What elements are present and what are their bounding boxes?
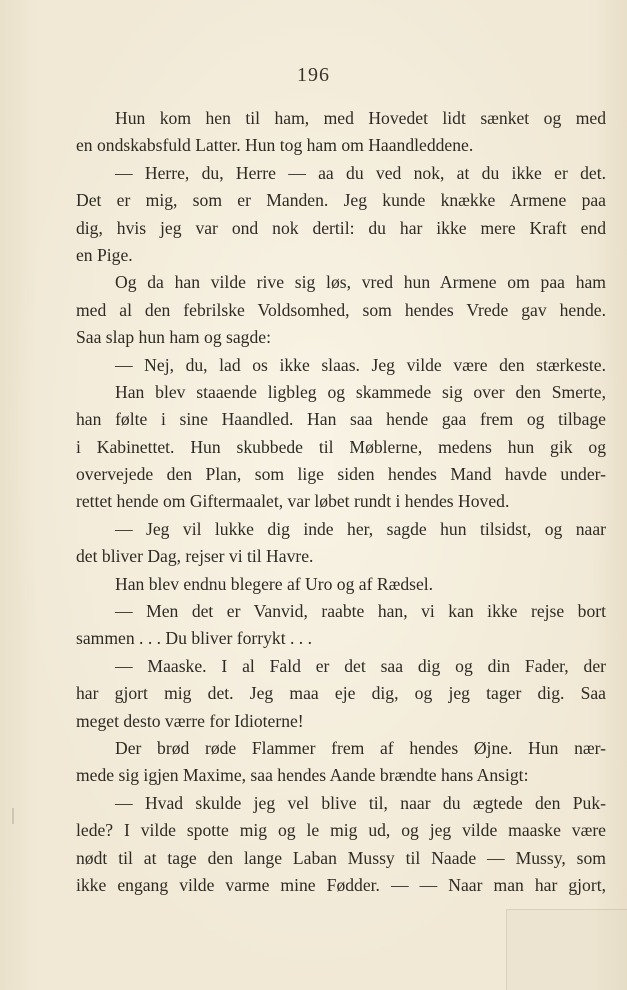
text-line: dig, hvis jeg var ond nok dertil: du har ikke mere Kraft end [76,217,606,238]
text-line: Der brød røde Flammer frem af hendes Øjne. Hun nær- [115,737,606,758]
text-line: han følte i sine Haandled. Han saa hende gaa frem og tilbage [76,409,606,430]
page-number: 196 [297,64,330,86]
text-line: lede? I vilde spotte mig og le mig ud, og jeg vilde maaske være [76,820,606,841]
text-line: i Kabinettet. Hun skubbede til Møblerne, medens hun gik og [76,436,606,457]
text-line: Det er mig, som er Manden. Jeg kunde knække Armene paa [76,190,606,211]
text-line: Saa slap hun ham og sagde: [76,327,271,348]
text-line: meget desto værre for Idioterne! [76,710,304,731]
text-line: med al den febrilske Voldsomhed, som hendes Vrede gav hende. [76,299,606,320]
text-line: overvejede den Plan, som lige siden hendes Mand havde under- [76,464,606,485]
text-body [76,105,606,899]
text-line: har gjort mig det. Jeg maa eje dig, og jeg tager dig. Saa [76,683,606,704]
text-line: — Hvad skulde jeg vel blive til, naar du ægtede den Puk- [115,792,606,813]
text-line: — Maaske. I al Fald er det saa dig og din Fader, der [115,655,606,676]
text-line: mede sig igjen Maxime, saa hendes Aande brændte hans Ansigt: [76,765,529,786]
text-line: sammen . . . Du bliver forrykt . . . [76,628,313,649]
page-corner-shade [506,909,627,990]
text-line: en Pige. [76,244,133,265]
text-line: Han blev endnu blegere af Uro og af Rædsel. [115,573,434,594]
text-line: det bliver Dag, rejser vi til Havre. [76,546,314,567]
margin-mark [12,808,14,824]
text-line: en ondskabsfuld Latter. Hun tog ham om Haandleddene. [76,135,474,156]
text-line: Hun kom hen til ham, med Hovedet lidt sænket og med [115,108,606,128]
text-line: Han blev staaende ligbleg og skammede sig over den Smerte, [115,381,606,402]
text-line: Og da han vilde rive sig løs, vred hun Armene om paa ham [115,272,606,293]
text-line: — Herre, du, Herre — aa du ved nok, at du ikke er det. [115,162,606,183]
text-line: nødt til at tage den lange Laban Mussy til Naade — Mussy, som [76,847,606,868]
text-line: rettet hende om Giftermaalet, var løbet rundt i hendes Hoved. [76,491,510,512]
text-line: — Men det er Vanvid, raabte han, vi kan ikke rejse bort [115,601,606,622]
text-line: — Nej, du, lad os ikke slaas. Jeg vilde være den stærkeste. [115,354,606,375]
text-line: — Jeg vil lukke dig inde her, sagde hun tilsidst, og naar [115,518,606,539]
text-line: ikke engang vilde varme mine Fødder. — — Naar man har gjort, [76,874,606,895]
